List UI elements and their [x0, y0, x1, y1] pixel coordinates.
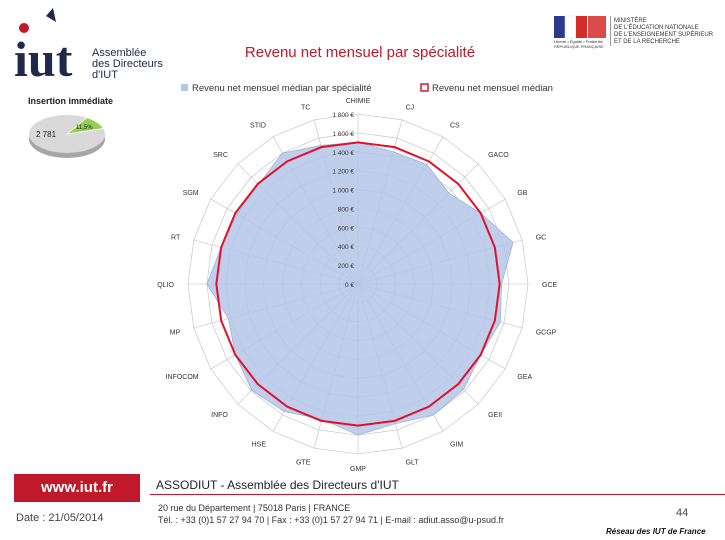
- radar-chart: [157, 76, 580, 473]
- legend-swatch-area: [181, 84, 188, 91]
- footer-organization: ASSODIUT - Assemblée des Directeurs d'IUT: [156, 478, 399, 492]
- footer-address: 20 rue du Département | 75018 Paris | FRANCE: [158, 503, 351, 513]
- ministere-line-1: MINISTÈRE: [614, 18, 647, 24]
- category-label: SGM: [182, 190, 199, 197]
- logo-iut-text: iut: [14, 31, 73, 87]
- ministere-line-2: DE L'ÉDUCATION NATIONALE: [614, 25, 699, 31]
- category-label: GCGP: [535, 329, 557, 337]
- radial-tick-label: 1 600 €: [332, 130, 354, 138]
- category-label: SRC: [213, 151, 228, 159]
- footer-divider: [150, 494, 725, 495]
- radial-tick-label: 600 €: [337, 225, 354, 233]
- category-label: GLT: [405, 459, 419, 467]
- radial-tick-label: 200 €: [337, 263, 354, 271]
- logo-line-3: d'IUT: [92, 69, 118, 81]
- category-label: CHIMIE: [345, 98, 371, 105]
- category-label: INFOCOM: [165, 374, 199, 381]
- page-title: Revenu net mensuel par spécialité: [244, 44, 476, 61]
- category-label: GB: [517, 190, 528, 197]
- category-label: HSE: [251, 441, 266, 449]
- ministere-republique: RÉPUBLIQUE FRANÇAISE: [554, 44, 604, 49]
- legend-label-line: Revenu net mensuel médian: [432, 83, 553, 94]
- radial-tick-label: 0 €: [344, 282, 354, 289]
- page-number: 44: [676, 507, 689, 519]
- category-label: GMP: [350, 466, 366, 473]
- category-label: QLIO: [157, 282, 174, 289]
- ministere-motto: Liberté • Égalité • Fraternité: [554, 39, 603, 44]
- legend-label-area: Revenu net mensuel médian par spécialité: [192, 83, 372, 94]
- category-label: GACO: [488, 151, 509, 159]
- category-label: GCE: [542, 282, 558, 289]
- radial-tick-label: 1 200 €: [332, 168, 354, 176]
- category-label: MP: [169, 329, 181, 337]
- logo-line-1: Assemblée: [92, 47, 147, 59]
- category-label: GIM: [450, 441, 464, 449]
- radial-tick-label: 1 400 €: [332, 149, 354, 157]
- radial-tick-label: 1 000 €: [332, 187, 354, 195]
- radial-tick-label: 400 €: [337, 244, 354, 252]
- category-label: STID: [250, 122, 266, 130]
- category-label: GEII: [488, 412, 503, 420]
- logo-flame-icon: [46, 8, 56, 22]
- radial-tick-label: 1 800 €: [332, 112, 354, 119]
- category-label: GTE: [295, 459, 311, 467]
- category-label: INFO: [211, 412, 228, 420]
- footer-url-link[interactable]: www.iut.fr: [41, 479, 113, 496]
- insertion-count: 2 781: [36, 130, 57, 139]
- footer-date: Date : 21/05/2014: [16, 512, 104, 524]
- category-label: GEA: [517, 374, 533, 381]
- category-label: TC: [301, 104, 311, 112]
- ministere-line-4: ET DE LA RECHERCHE: [614, 39, 680, 45]
- category-label: RT: [171, 234, 181, 242]
- footer-contact: Tél. : +33 (0)1 57 27 94 70 | Fax : +33 (0)1 57 27 94 71 | E-mail : adiut.asso@u-psud.fr: [158, 515, 505, 525]
- category-label: GC: [535, 234, 547, 242]
- insertion-pct: 11,5%: [76, 125, 93, 131]
- category-label: CJ: [405, 104, 415, 112]
- series-area-0: [207, 142, 513, 435]
- insertion-pie: [26, 106, 108, 162]
- insertion-title: Insertion immédiate: [28, 96, 114, 106]
- legend-swatch-line: [421, 84, 428, 91]
- network-label: Réseau des IUT de France: [606, 527, 706, 536]
- logo-line-2: des Directeurs: [92, 58, 163, 70]
- category-label: CS: [450, 122, 460, 130]
- radial-tick-label: 800 €: [337, 206, 354, 214]
- chart-legend: [181, 83, 553, 94]
- ministere-line-3: DE L'ENSEIGNEMENT SUPÉRIEUR: [614, 32, 714, 38]
